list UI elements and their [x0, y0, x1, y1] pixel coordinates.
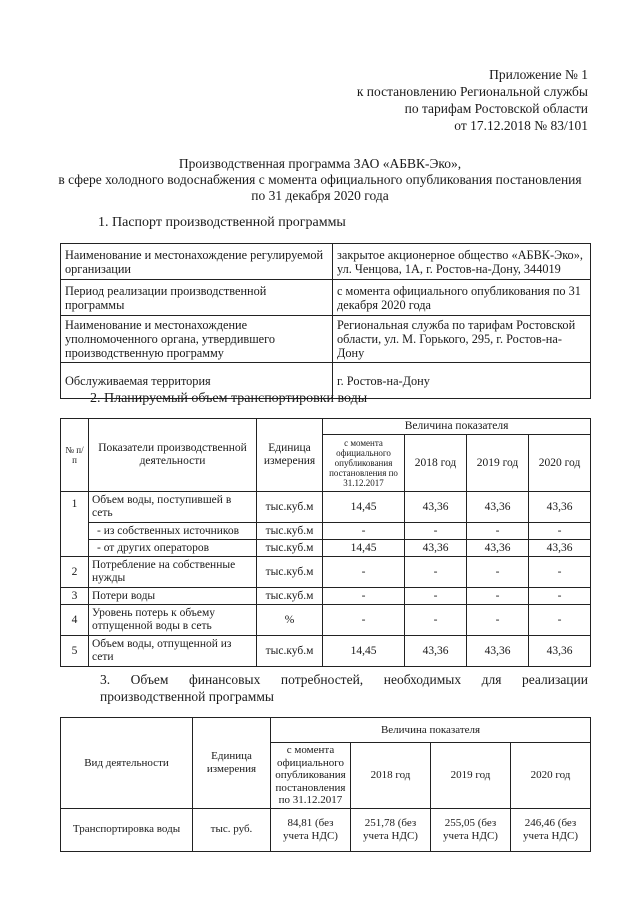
- row-value-2020: -: [529, 605, 591, 636]
- row-value-2018: -: [405, 605, 467, 636]
- section-2-heading: 2. Планируемый объем транспортировки воды: [90, 391, 368, 406]
- row-value-2019: 43,36: [467, 636, 529, 667]
- row-value-2020: -: [529, 557, 591, 588]
- row-name: Потребление на собственные нужды: [89, 557, 257, 588]
- passport-value: с момента официального опубликования по 31 декабря 2020 года: [333, 280, 591, 316]
- header-unit: Единица измерения: [257, 419, 323, 492]
- passport-table: [60, 243, 591, 399]
- row-value-2018: -: [405, 557, 467, 588]
- section-1-heading: 1. Паспорт производственной программы: [98, 215, 346, 230]
- row-name: Уровень потерь к объему отпущенной воды в сеть: [89, 605, 257, 636]
- row-name: Объем воды, отпущенной из сети: [89, 636, 257, 667]
- row-value-2019: -: [467, 523, 529, 540]
- row-value-2018: 43,36: [405, 492, 467, 523]
- passport-value: г. Ростов-на-Дону: [333, 363, 591, 399]
- table-row: [61, 244, 591, 280]
- row-value-2018: 43,36: [405, 540, 467, 557]
- row-value-period: 14,45: [323, 540, 405, 557]
- row-value-2019: -: [467, 605, 529, 636]
- row-num: 3: [61, 588, 89, 605]
- row-value-period: -: [323, 523, 405, 540]
- row-unit: тыс.куб.м: [257, 588, 323, 605]
- row-name: Объем воды, поступившей в сеть: [89, 492, 257, 523]
- row-value-2020: 43,36: [529, 636, 591, 667]
- financial-needs-table: [60, 717, 591, 852]
- table-row: [61, 605, 591, 636]
- row-value-2019: 43,36: [467, 492, 529, 523]
- row-value-period: -: [323, 557, 405, 588]
- transport-volume-table: [60, 418, 591, 667]
- appendix-line-4: от 17.12.2018 № 83/101: [454, 118, 588, 133]
- appendix-line-1: Приложение № 1: [489, 67, 588, 82]
- section-3-heading: 3. Объем финансовых потребностей, необходимых для реализации производственной программы: [100, 672, 588, 704]
- table-row: [61, 808, 591, 851]
- row-value-period: -: [323, 605, 405, 636]
- row-unit: тыс. руб.: [193, 808, 271, 851]
- table-row: [61, 557, 591, 588]
- header-num: № п/п: [61, 419, 89, 492]
- appendix-line-2: к постановлению Региональной службы: [356, 84, 588, 99]
- table-row: [61, 540, 591, 557]
- passport-label: Период реализации производственной программы: [61, 280, 333, 316]
- title-line-1: Производственная программа ЗАО «АБВК-Эко»,: [178, 156, 462, 171]
- table-row: [61, 523, 591, 540]
- header-2019: 2019 год: [431, 743, 511, 809]
- row-value-2018: -: [405, 523, 467, 540]
- appendix-line-3: по тарифам Ростовской области: [404, 101, 588, 116]
- passport-label: Наименование и местонахождение регулируемой организации: [61, 244, 333, 280]
- header-value-group: Величина показателя: [323, 419, 591, 435]
- row-value-2019: -: [467, 557, 529, 588]
- row-value-2018: 251,78 (без учета НДС): [351, 808, 431, 851]
- header-unit: Единица измерения: [193, 718, 271, 809]
- row-value-2020: 246,46 (без учета НДС): [511, 808, 591, 851]
- header-2018: 2018 год: [405, 435, 467, 492]
- row-value-2018: -: [405, 588, 467, 605]
- header-value-group: Величина показателя: [271, 718, 591, 743]
- title-line-3: по 31 декабря 2020 года: [251, 188, 389, 203]
- passport-label: Обслуживаемая территория: [61, 363, 333, 399]
- row-value-period: 14,45: [323, 492, 405, 523]
- row-unit: тыс.куб.м: [257, 523, 323, 540]
- row-activity: Транспортировка воды: [61, 808, 193, 851]
- table-row: [61, 588, 591, 605]
- row-unit: %: [257, 605, 323, 636]
- row-name: Потери воды: [89, 588, 257, 605]
- header-2020: 2020 год: [511, 743, 591, 809]
- row-num: 4: [61, 605, 89, 636]
- row-num: 2: [61, 557, 89, 588]
- header-2020: 2020 год: [529, 435, 591, 492]
- row-value-2018: 43,36: [405, 636, 467, 667]
- row-unit: тыс.куб.м: [257, 557, 323, 588]
- row-unit: тыс.куб.м: [257, 540, 323, 557]
- row-value-2019: -: [467, 588, 529, 605]
- appendix-header: [357, 66, 588, 134]
- row-value-period: -: [323, 588, 405, 605]
- row-unit: тыс.куб.м: [257, 492, 323, 523]
- row-value-period: 84,81 (без учета НДС): [271, 808, 351, 851]
- passport-label: Наименование и местонахождение уполномоченного органа, утвердившего производственную программу: [61, 316, 333, 363]
- passport-value: закрытое акционерное общество «АБВК-Эко», ул. Ченцова, 1А, г. Ростов-на-Дону, 344019: [333, 244, 591, 280]
- row-unit: тыс.куб.м: [257, 636, 323, 667]
- row-value-2019: 255,05 (без учета НДС): [431, 808, 511, 851]
- header-period: с момента официального опубликования постановления по 31.12.2017: [323, 435, 405, 492]
- title-line-2: в сфере холодного водоснабжения с момента официального опубликования постановления: [58, 172, 582, 187]
- document-title: [0, 156, 640, 204]
- row-value-2020: 43,36: [529, 540, 591, 557]
- header-indicator: Показатели производственной деятельности: [89, 419, 257, 492]
- table-row: [61, 280, 591, 316]
- table-row: [61, 636, 591, 667]
- row-value-2020: -: [529, 588, 591, 605]
- header-2018: 2018 год: [351, 743, 431, 809]
- header-activity: Вид деятельности: [61, 718, 193, 809]
- row-value-2020: -: [529, 523, 591, 540]
- table-row: [61, 492, 591, 523]
- header-2019: 2019 год: [467, 435, 529, 492]
- row-value-2020: 43,36: [529, 492, 591, 523]
- row-value-period: 14,45: [323, 636, 405, 667]
- table-row: [61, 316, 591, 363]
- row-name: - из собственных источников: [89, 523, 257, 540]
- row-value-2019: 43,36: [467, 540, 529, 557]
- header-period: с момента официального опубликования постановления по 31.12.2017: [271, 743, 351, 809]
- row-num: 5: [61, 636, 89, 667]
- row-name: - от других операторов: [89, 540, 257, 557]
- passport-value: Региональная служба по тарифам Ростовской области, ул. М. Горького, 295, г. Ростов-на-Дону: [333, 316, 591, 363]
- row-num: 1: [61, 492, 89, 557]
